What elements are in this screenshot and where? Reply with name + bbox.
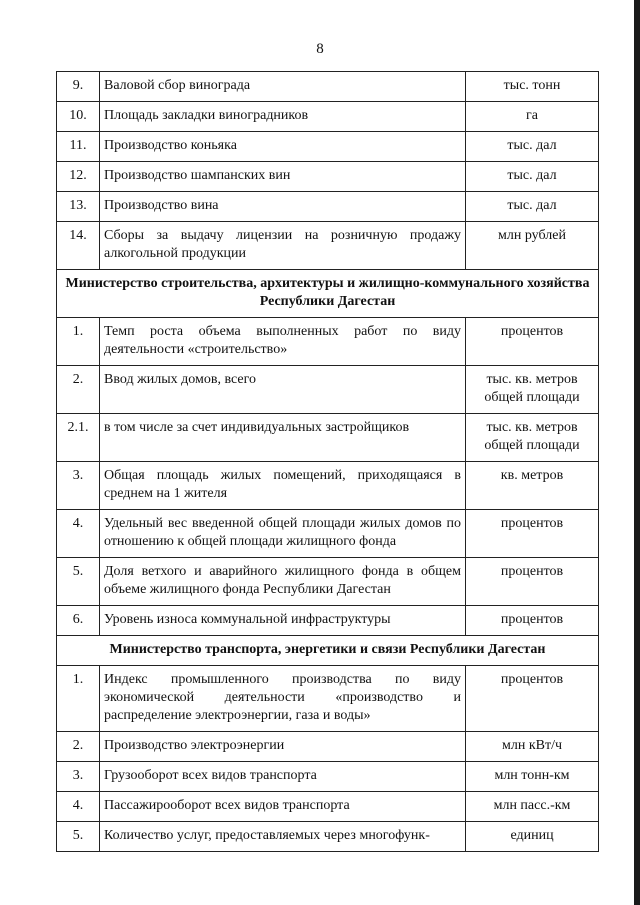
table-row [57,162,599,192]
unit-of-measure: тыс. дал [466,192,599,222]
indicator-name: Грузооборот всех видов транспорта [100,762,466,792]
row-number: 4. [57,792,100,822]
indicator-name: Доля ветхого и аварийного жилищного фонда в общем объеме жилищного фонда Республики Дагестан [100,558,466,606]
indicator-name: Производство шампанских вин [100,162,466,192]
unit-of-measure: тыс. кв. метров общей площади [466,366,599,414]
row-number: 2.1. [57,414,100,462]
unit-of-measure: тыс. тонн [466,72,599,102]
table-row [57,102,599,132]
row-number: 12. [57,162,100,192]
unit-of-measure: процентов [466,510,599,558]
row-number: 2. [57,366,100,414]
indicators-table-body [57,72,599,852]
row-number: 5. [57,822,100,852]
section-heading-row [57,636,599,666]
unit-of-measure: млн кВт/ч [466,732,599,762]
row-number: 9. [57,72,100,102]
table-row [57,822,599,852]
indicator-name: Пассажирооборот всех видов транспорта [100,792,466,822]
row-number: 3. [57,762,100,792]
row-number: 1. [57,666,100,732]
row-number: 2. [57,732,100,762]
row-number: 6. [57,606,100,636]
page-edge-shadow [634,0,640,905]
unit-of-measure: кв. метров [466,462,599,510]
unit-of-measure: млн пасс.-км [466,792,599,822]
table-row [57,414,599,462]
table-row [57,462,599,510]
table-row [57,72,599,102]
indicator-name: Количество услуг, предоставляемых через многофунк- [100,822,466,852]
unit-of-measure: тыс. дал [466,132,599,162]
table-row [57,318,599,366]
table-row [57,792,599,822]
unit-of-measure: единиц [466,822,599,852]
indicator-name: в том числе за счет индивидуальных застройщиков [100,414,466,462]
row-number: 13. [57,192,100,222]
row-number: 10. [57,102,100,132]
table-row [57,606,599,636]
indicator-name: Валовой сбор винограда [100,72,466,102]
indicator-name: Общая площадь жилых помещений, приходящаяся в среднем на 1 жителя [100,462,466,510]
table-row [57,366,599,414]
indicator-name: Ввод жилых домов, всего [100,366,466,414]
unit-of-measure: процентов [466,318,599,366]
table-row [57,510,599,558]
page-number: 8 [316,41,324,57]
indicator-name: Уровень износа коммунальной инфраструктуры [100,606,466,636]
indicator-name: Удельный вес введенной общей площади жилых домов по отношению к общей площади жилищного фонда [100,510,466,558]
indicator-name: Производство вина [100,192,466,222]
row-number: 5. [57,558,100,606]
table-row [57,132,599,162]
unit-of-measure: тыс. кв. метров общей площади [466,414,599,462]
row-number: 1. [57,318,100,366]
indicator-name: Площадь закладки виноградников [100,102,466,132]
section-heading-row [57,270,599,318]
table-row [57,558,599,606]
indicator-name: Производство электроэнергии [100,732,466,762]
indicators-table [56,71,599,852]
section-heading: Министерство транспорта, энергетики и связи Республики Дагестан [57,636,599,666]
table-row [57,192,599,222]
unit-of-measure: процентов [466,606,599,636]
table-row [57,222,599,270]
row-number: 11. [57,132,100,162]
table-row [57,762,599,792]
row-number: 3. [57,462,100,510]
table-row [57,732,599,762]
indicator-name: Индекс промышленного производства по виду экономической деятельности «производство и распределение электроэнергии, газа и воды» [100,666,466,732]
unit-of-measure: млн тонн-км [466,762,599,792]
indicator-name: Производство коньяка [100,132,466,162]
unit-of-measure: га [466,102,599,132]
table-row [57,666,599,732]
section-heading: Министерство строительства, архитектуры и жилищно-коммунального хозяйства Республики Дагестан [57,270,599,318]
indicator-name: Темп роста объема выполненных работ по виду деятельности «строительство» [100,318,466,366]
row-number: 4. [57,510,100,558]
unit-of-measure: тыс. дал [466,162,599,192]
unit-of-measure: процентов [466,558,599,606]
row-number: 14. [57,222,100,270]
unit-of-measure: млн рублей [466,222,599,270]
unit-of-measure: процентов [466,666,599,732]
indicator-name: Сборы за выдачу лицензии на розничную продажу алкогольной продукции [100,222,466,270]
